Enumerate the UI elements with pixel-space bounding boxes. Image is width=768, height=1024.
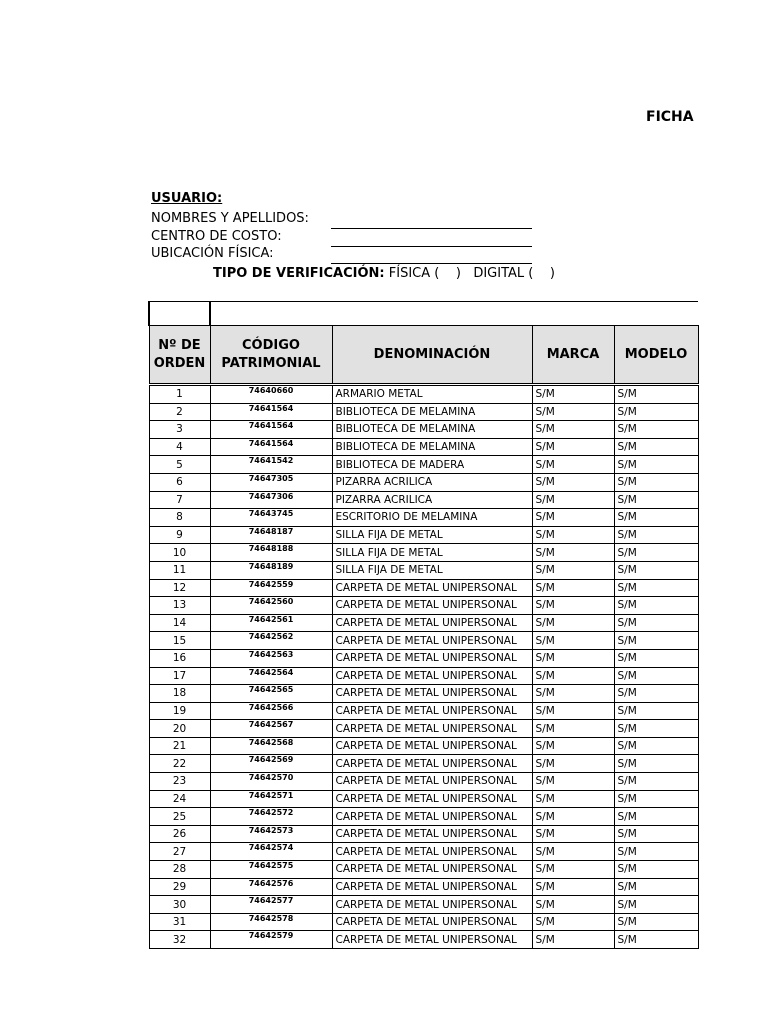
row-marca: S/M (532, 632, 614, 650)
row-modelo: S/M (614, 702, 698, 720)
row-marca: S/M (532, 386, 614, 404)
row-modelo: S/M (614, 825, 698, 843)
table-row (149, 808, 698, 826)
row-codigo: 74640660 (210, 386, 332, 404)
row-orden: 28 (149, 861, 210, 879)
row-marca: S/M (532, 421, 614, 439)
table-row (149, 614, 698, 632)
table-row (149, 790, 698, 808)
row-codigo: 74642578 (210, 913, 332, 931)
row-orden: 8 (149, 509, 210, 527)
row-modelo: S/M (614, 737, 698, 755)
row-orden: 14 (149, 614, 210, 632)
row-modelo: S/M (614, 526, 698, 544)
table-row (149, 667, 698, 685)
row-modelo: S/M (614, 597, 698, 615)
table-row (149, 403, 698, 421)
row-marca: S/M (532, 491, 614, 509)
row-denominacion: ARMARIO METAL (332, 386, 532, 404)
row-orden: 31 (149, 913, 210, 931)
row-modelo: S/M (614, 403, 698, 421)
row-codigo: 74641542 (210, 456, 332, 474)
table-row (149, 421, 698, 439)
row-marca: S/M (532, 456, 614, 474)
row-codigo: 74642577 (210, 896, 332, 914)
row-orden: 17 (149, 667, 210, 685)
row-orden: 9 (149, 526, 210, 544)
row-marca: S/M (532, 473, 614, 491)
row-codigo: 74642575 (210, 861, 332, 879)
row-orden: 32 (149, 931, 210, 949)
row-denominacion: CARPETA DE METAL UNIPERSONAL (332, 896, 532, 914)
table-row (149, 386, 698, 404)
col-header-codigo: CÓDIGO PATRIMONIAL (210, 326, 332, 384)
row-codigo: 74642564 (210, 667, 332, 685)
table-body (149, 386, 698, 949)
row-denominacion: BIBLIOTECA DE MADERA (332, 456, 532, 474)
row-denominacion: CARPETA DE METAL UNIPERSONAL (332, 843, 532, 861)
row-codigo: 74642572 (210, 808, 332, 826)
ubicacion-label: UBICACIÓN FÍSICA: (151, 246, 274, 261)
table-row (149, 825, 698, 843)
row-marca: S/M (532, 773, 614, 791)
tipo-verificacion (213, 266, 555, 281)
row-codigo: 74642569 (210, 755, 332, 773)
table-row (149, 526, 698, 544)
row-marca: S/M (532, 843, 614, 861)
row-codigo: 74642561 (210, 614, 332, 632)
table-row (149, 456, 698, 474)
table-row (149, 473, 698, 491)
row-denominacion: CARPETA DE METAL UNIPERSONAL (332, 825, 532, 843)
row-denominacion: CARPETA DE METAL UNIPERSONAL (332, 649, 532, 667)
row-marca: S/M (532, 808, 614, 826)
row-modelo: S/M (614, 931, 698, 949)
row-denominacion: CARPETA DE METAL UNIPERSONAL (332, 702, 532, 720)
row-marca: S/M (532, 403, 614, 421)
table-top-left (149, 302, 210, 326)
usuario-label: USUARIO: (151, 191, 223, 206)
row-codigo: 74648189 (210, 561, 332, 579)
row-orden: 1 (149, 386, 210, 404)
row-modelo: S/M (614, 473, 698, 491)
table-top-band (210, 302, 698, 326)
row-codigo: 74642576 (210, 878, 332, 896)
row-codigo: 74642566 (210, 702, 332, 720)
row-marca: S/M (532, 825, 614, 843)
row-codigo: 74647306 (210, 491, 332, 509)
table-row (149, 579, 698, 597)
row-codigo: 74648187 (210, 526, 332, 544)
row-orden: 30 (149, 896, 210, 914)
row-denominacion: BIBLIOTECA DE MELAMINA (332, 421, 532, 439)
row-modelo: S/M (614, 861, 698, 879)
row-marca: S/M (532, 649, 614, 667)
table-row (149, 632, 698, 650)
row-marca: S/M (532, 790, 614, 808)
row-denominacion: CARPETA DE METAL UNIPERSONAL (332, 614, 532, 632)
row-modelo: S/M (614, 720, 698, 738)
row-codigo: 74641564 (210, 403, 332, 421)
row-modelo: S/M (614, 896, 698, 914)
row-modelo: S/M (614, 386, 698, 404)
row-orden: 22 (149, 755, 210, 773)
col-header-marca: MARCA (532, 326, 614, 384)
row-denominacion: SILLA FIJA DE METAL (332, 526, 532, 544)
row-modelo: S/M (614, 544, 698, 562)
table-row (149, 561, 698, 579)
row-marca: S/M (532, 913, 614, 931)
row-orden: 16 (149, 649, 210, 667)
page-title: FICHA (646, 109, 694, 125)
row-orden: 3 (149, 421, 210, 439)
row-codigo: 74642565 (210, 685, 332, 703)
table-row (149, 931, 698, 949)
row-codigo: 74642571 (210, 790, 332, 808)
row-codigo: 74643745 (210, 509, 332, 527)
row-orden: 20 (149, 720, 210, 738)
row-orden: 11 (149, 561, 210, 579)
row-orden: 24 (149, 790, 210, 808)
inventory-table (148, 301, 699, 949)
row-denominacion: CARPETA DE METAL UNIPERSONAL (332, 755, 532, 773)
row-denominacion: SILLA FIJA DE METAL (332, 544, 532, 562)
row-denominacion: CARPETA DE METAL UNIPERSONAL (332, 861, 532, 879)
row-orden: 18 (149, 685, 210, 703)
row-modelo: S/M (614, 491, 698, 509)
row-codigo: 74647305 (210, 473, 332, 491)
row-codigo: 74642560 (210, 597, 332, 615)
row-codigo: 74642570 (210, 773, 332, 791)
row-denominacion: CARPETA DE METAL UNIPERSONAL (332, 931, 532, 949)
row-denominacion: BIBLIOTECA DE MELAMINA (332, 403, 532, 421)
row-denominacion: CARPETA DE METAL UNIPERSONAL (332, 597, 532, 615)
col-header-modelo: MODELO (614, 326, 698, 384)
row-orden: 13 (149, 597, 210, 615)
row-codigo: 74641564 (210, 421, 332, 439)
row-orden: 21 (149, 737, 210, 755)
row-denominacion: ESCRITORIO DE MELAMINA (332, 509, 532, 527)
nombres-label: NOMBRES Y APELLIDOS: (151, 211, 309, 226)
row-orden: 15 (149, 632, 210, 650)
table-row (149, 755, 698, 773)
row-codigo: 74642567 (210, 720, 332, 738)
table-row (149, 649, 698, 667)
row-modelo: S/M (614, 649, 698, 667)
row-codigo: 74642579 (210, 931, 332, 949)
row-orden: 23 (149, 773, 210, 791)
row-marca: S/M (532, 614, 614, 632)
row-denominacion: CARPETA DE METAL UNIPERSONAL (332, 878, 532, 896)
row-denominacion: CARPETA DE METAL UNIPERSONAL (332, 773, 532, 791)
row-denominacion: CARPETA DE METAL UNIPERSONAL (332, 632, 532, 650)
tipo-label: TIPO DE VERIFICACIÓN: (213, 266, 385, 281)
row-modelo: S/M (614, 755, 698, 773)
row-orden: 19 (149, 702, 210, 720)
row-marca: S/M (532, 544, 614, 562)
col-header-orden: Nº DE ORDEN (149, 326, 210, 384)
nombres-field[interactable] (331, 228, 532, 229)
row-marca: S/M (532, 755, 614, 773)
table-row (149, 597, 698, 615)
row-modelo: S/M (614, 456, 698, 474)
row-codigo: 74641564 (210, 438, 332, 456)
row-orden: 4 (149, 438, 210, 456)
row-modelo: S/M (614, 421, 698, 439)
row-marca: S/M (532, 931, 614, 949)
row-marca: S/M (532, 896, 614, 914)
row-modelo: S/M (614, 561, 698, 579)
table-row (149, 438, 698, 456)
row-denominacion: SILLA FIJA DE METAL (332, 561, 532, 579)
centro-costo-field[interactable] (331, 246, 532, 247)
row-modelo: S/M (614, 632, 698, 650)
row-modelo: S/M (614, 790, 698, 808)
row-orden: 7 (149, 491, 210, 509)
table-row (149, 509, 698, 527)
ubicacion-field[interactable] (331, 263, 532, 264)
row-orden: 10 (149, 544, 210, 562)
row-orden: 5 (149, 456, 210, 474)
centro-costo-label: CENTRO DE COSTO: (151, 229, 282, 244)
row-modelo: S/M (614, 614, 698, 632)
row-orden: 2 (149, 403, 210, 421)
row-marca: S/M (532, 861, 614, 879)
row-marca: S/M (532, 667, 614, 685)
row-marca: S/M (532, 720, 614, 738)
row-modelo: S/M (614, 913, 698, 931)
row-marca: S/M (532, 878, 614, 896)
table-row (149, 878, 698, 896)
row-denominacion: BIBLIOTECA DE MELAMINA (332, 438, 532, 456)
row-orden: 27 (149, 843, 210, 861)
row-codigo: 74642559 (210, 579, 332, 597)
row-modelo: S/M (614, 438, 698, 456)
row-modelo: S/M (614, 808, 698, 826)
table-row (149, 720, 698, 738)
table-row (149, 896, 698, 914)
row-marca: S/M (532, 579, 614, 597)
row-marca: S/M (532, 526, 614, 544)
row-denominacion: CARPETA DE METAL UNIPERSONAL (332, 685, 532, 703)
row-denominacion: PIZARRA ACRILICA (332, 491, 532, 509)
table-row (149, 737, 698, 755)
row-orden: 12 (149, 579, 210, 597)
row-marca: S/M (532, 438, 614, 456)
row-marca: S/M (532, 685, 614, 703)
row-denominacion: CARPETA DE METAL UNIPERSONAL (332, 808, 532, 826)
row-denominacion: CARPETA DE METAL UNIPERSONAL (332, 790, 532, 808)
row-modelo: S/M (614, 667, 698, 685)
tipo-options: FÍSICA ( ) DIGITAL ( ) (388, 266, 555, 281)
row-orden: 6 (149, 473, 210, 491)
row-denominacion: CARPETA DE METAL UNIPERSONAL (332, 667, 532, 685)
row-marca: S/M (532, 561, 614, 579)
row-denominacion: CARPETA DE METAL UNIPERSONAL (332, 913, 532, 931)
row-marca: S/M (532, 737, 614, 755)
row-orden: 29 (149, 878, 210, 896)
row-codigo: 74642573 (210, 825, 332, 843)
row-marca: S/M (532, 702, 614, 720)
table-row (149, 702, 698, 720)
table-row (149, 861, 698, 879)
row-codigo: 74642563 (210, 649, 332, 667)
row-denominacion: CARPETA DE METAL UNIPERSONAL (332, 579, 532, 597)
table-row (149, 491, 698, 509)
row-modelo: S/M (614, 773, 698, 791)
table-row (149, 843, 698, 861)
row-modelo: S/M (614, 685, 698, 703)
row-marca: S/M (532, 597, 614, 615)
table-row (149, 913, 698, 931)
table-row (149, 685, 698, 703)
row-denominacion: CARPETA DE METAL UNIPERSONAL (332, 737, 532, 755)
row-codigo: 74642574 (210, 843, 332, 861)
row-orden: 26 (149, 825, 210, 843)
row-modelo: S/M (614, 509, 698, 527)
row-codigo: 74648188 (210, 544, 332, 562)
row-codigo: 74642568 (210, 737, 332, 755)
row-modelo: S/M (614, 843, 698, 861)
row-marca: S/M (532, 509, 614, 527)
row-codigo: 74642562 (210, 632, 332, 650)
row-denominacion: PIZARRA ACRILICA (332, 473, 532, 491)
row-denominacion: CARPETA DE METAL UNIPERSONAL (332, 720, 532, 738)
row-modelo: S/M (614, 878, 698, 896)
row-modelo: S/M (614, 579, 698, 597)
table-row (149, 544, 698, 562)
row-orden: 25 (149, 808, 210, 826)
col-header-denominacion: DENOMINACIÓN (332, 326, 532, 384)
table-row (149, 773, 698, 791)
